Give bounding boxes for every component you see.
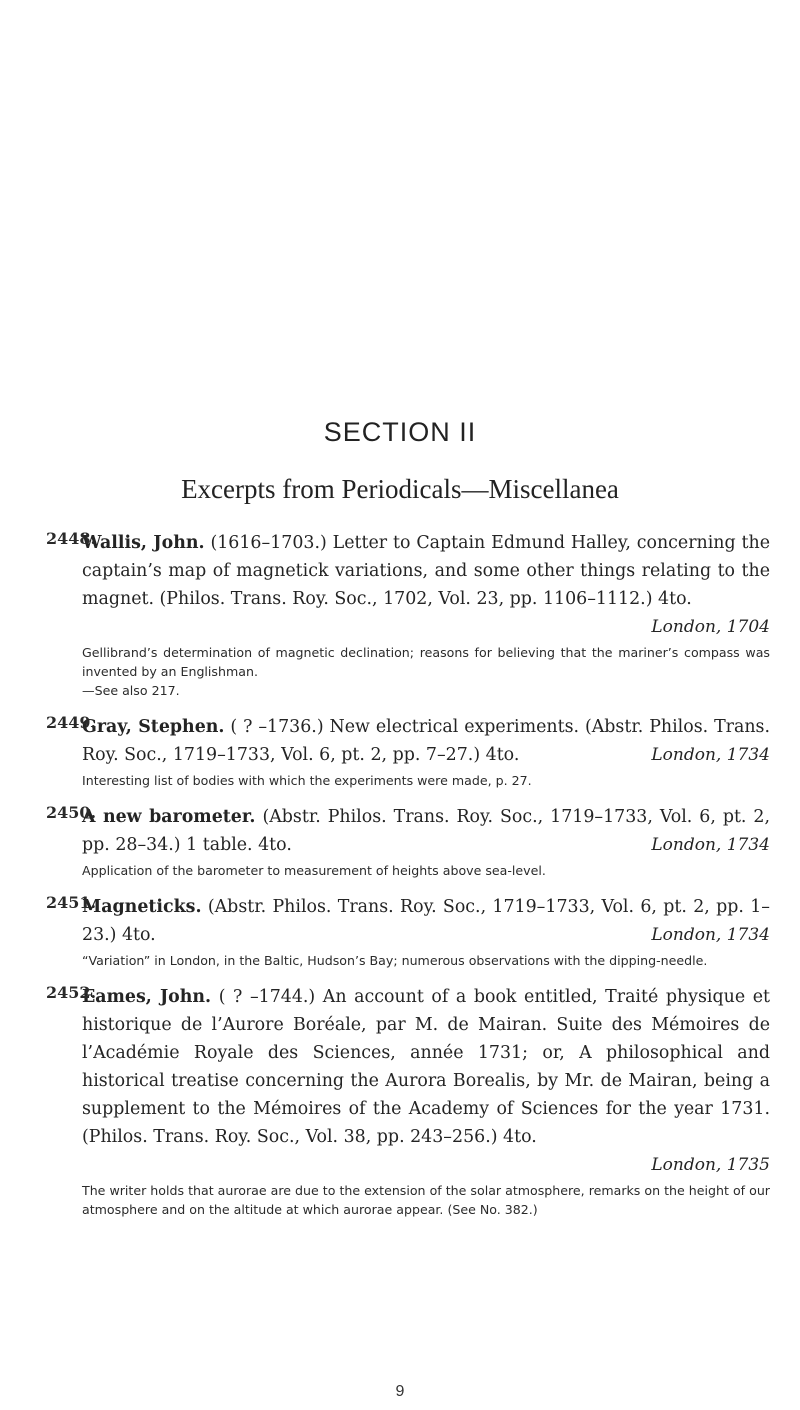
bibliography-entries [46, 529, 770, 1219]
entry-body: ( ? –1744.) An account of a book entitled, Traité physique et historique de l’Aurore Boréale, par M. de Mairan. Suite des Mémoires de l’Académie Royale des Sciences, année 1731; or, A philosophical and historical treatise concerning the Aurora Borealis, by Mr. de Mairan, being a supplement to the Mémoires of the Academy of Sciences for the year 1731. (Philos. Trans. Roy. Soc., Vol. 38, pp. 243–256.) 4to. [82, 987, 770, 1147]
entry-2448 [46, 529, 770, 700]
entry-2451 [46, 893, 770, 970]
entry-note: Interesting list of bodies with which the experiments were made, p. 27. [82, 773, 532, 788]
entry-2452 [46, 983, 770, 1219]
entry-number: 2448. [46, 529, 97, 548]
entry-note: “Variation” in London, in the Baltic, Hudson’s Bay; numerous observations with the dipping-needle. [82, 953, 708, 968]
entry-author: Magneticks. [82, 897, 202, 917]
entry-note: Application of the barometer to measurement of heights above sea-level. [82, 863, 546, 878]
entry-author: Eames, John. [82, 987, 212, 1007]
entry-citation [82, 803, 770, 859]
entry-imprint: London, 1734 [651, 745, 770, 765]
entry-body: (1616–1703.) Letter to Captain Edmund Halley, concerning the captain’s map of magnetick variations, and some other things relating to the magnet. (Philos. Trans. Roy. Soc., 1702, Vol. 23, pp. 1106–1112.) 4to. [82, 533, 771, 609]
entry-citation [82, 529, 770, 641]
entry-imprint: London, 1734 [651, 835, 770, 855]
section-subtitle: Excerpts from Periodicals—Miscellanea [181, 474, 619, 504]
entry-citation [82, 983, 770, 1179]
entry-number: 2450. [46, 803, 97, 822]
entry-imprint: London, 1734 [651, 925, 770, 945]
entry-number: 2451. [46, 893, 97, 912]
entry-see-also: —See also 217. [82, 683, 180, 698]
entry-author: Wallis, John. [82, 533, 205, 553]
page-number: 9 [395, 1383, 405, 1400]
entry-author: A new barometer. [82, 807, 256, 827]
section-title: SECTION II [323, 417, 477, 447]
entry-imprint: London, 1735 [651, 1155, 770, 1175]
entry-author: Gray, Stephen. [82, 717, 225, 737]
entry-imprint: London, 1704 [651, 617, 770, 637]
entry-number: 2449. [46, 713, 97, 732]
entry-2450 [46, 803, 770, 880]
entry-body: (Abstr. Philos. Trans. Roy. Soc., 1719–1733, Vol. 6, pt. 2, pp. 1–23.) 4to. [82, 897, 770, 945]
entry-body: ( ? –1736.) New electrical experiments. (Abstr. Philos. Trans. Roy. Soc., 1719–1733, Vol. 6, pt. 2, pp. 7–27.) 4to. [82, 717, 770, 765]
entry-2449 [46, 713, 770, 790]
entry-number: 2452. [46, 983, 97, 1002]
entry-note: Gellibrand’s determination of magnetic declination; reasons for believing that the mariner’s compass was invented by an Englishman. [82, 645, 770, 679]
entry-body: (Abstr. Philos. Trans. Roy. Soc., 1719–1733, Vol. 6, pt. 2, pp. 28–34.) 1 table. 4to. [82, 807, 770, 855]
entry-note: The writer holds that aurorae are due to the extension of the solar atmosphere, remarks on the height of our atmosphere and on the altitude at which aurorae appear. (See No. 382.) [82, 1183, 770, 1217]
entry-citation [82, 713, 770, 769]
entry-citation [82, 893, 770, 949]
